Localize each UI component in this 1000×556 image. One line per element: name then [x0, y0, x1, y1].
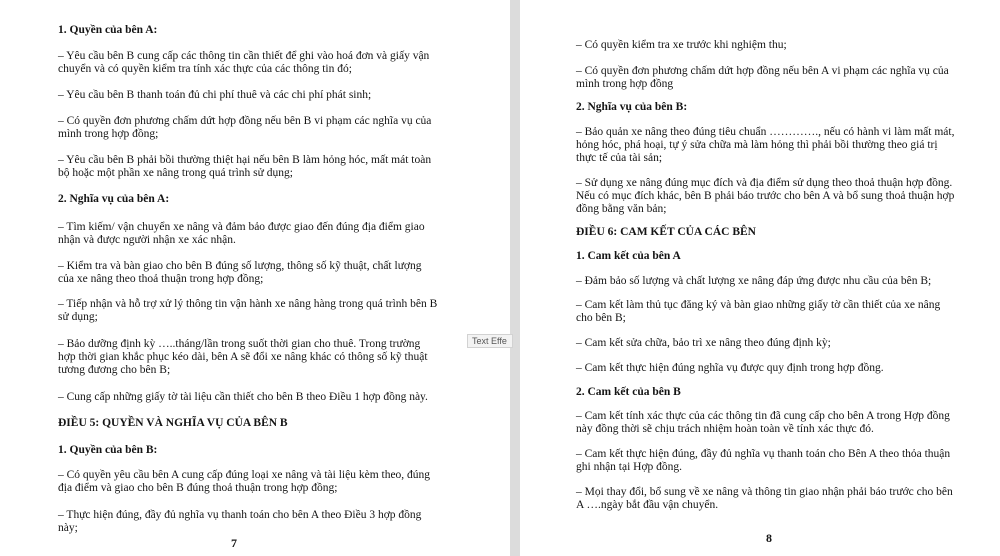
- paragraph: – Cam kết thực hiện đúng, đầy đủ nghĩa vụ thanh toán cho Bên A theo thỏa thuận ghi nhận tại Hợp đồng.: [576, 448, 951, 474]
- page-number: 7: [231, 536, 237, 550]
- paragraph: – Cam kết làm thủ tục đăng ký và bàn giao những giấy tờ cần thiết của xe nâng cho bên B;: [576, 299, 941, 325]
- paragraph: – Cung cấp những giấy tờ tài liệu cần thiết cho bên B theo Điều 1 hợp đồng này.: [58, 391, 428, 403]
- paragraph: – Đảm bảo số lượng và chất lượng xe nâng đáp ứng được nhu cầu của bên B;: [576, 275, 932, 287]
- paragraph: – Yêu cầu bên B thanh toán đủ chi phí thuê và các chi phí phát sinh;: [58, 89, 372, 101]
- article-6-heading: ĐIỀU 6: CAM KẾT CỦA CÁC BÊN: [576, 226, 756, 238]
- heading-commitments-party-a: 1. Cam kết của bên A: [576, 250, 681, 262]
- paragraph: – Cam kết thực hiện đúng nghĩa vụ được quy định trong hợp đồng.: [576, 362, 884, 374]
- paragraph: – Thực hiện đúng, đầy đủ nghĩa vụ thanh toán cho bên A theo Điều 3 hợp đồng này;: [58, 509, 422, 535]
- paragraph: – Tiếp nhận và hỗ trợ xử lý thông tin vận hành xe nâng hàng trong quá trình bên B sử dụng;: [58, 298, 438, 324]
- heading-rights-party-b: 1. Quyền của bên B:: [58, 444, 158, 456]
- paragraph: – Sử dụng xe nâng đúng mục đích và địa điểm sử dụng theo thoả thuận hợp đồng. Nếu có mục đích khác, bên B phải báo trước cho bên A và bổ sung thoả thuận hợp đồng bằng văn bản;: [576, 177, 955, 216]
- paragraph: – Kiểm tra và bàn giao cho bên B đúng số lượng, thông số kỹ thuật, chất lượng của xe nâng theo thoả thuận trong hợp đồng;: [58, 260, 422, 286]
- paragraph: – Cam kết sửa chữa, bảo trì xe nâng theo đúng định kỳ;: [576, 337, 831, 349]
- paragraph: – Có quyền yêu cầu bên A cung cấp đúng loại xe nâng và tài liệu kèm theo, đúng địa điểm và giao cho bên B đúng thoả thuận trong hợp đồng;: [58, 469, 431, 495]
- document-page-8: [520, 0, 1000, 556]
- article-5-heading: ĐIỀU 5: QUYỀN VÀ NGHĨA VỤ CỦA BÊN B: [58, 417, 288, 429]
- paragraph: – Mọi thay đổi, bổ sung về xe nâng và thông tin giao nhận phải báo trước cho bên A ….ngày bắt đầu vận chuyển.: [576, 486, 953, 512]
- heading-obligations-party-b: 2. Nghĩa vụ của bên B:: [576, 101, 688, 113]
- paragraph: – Bảo quản xe nâng theo đúng tiêu chuẩn …………., nếu có hành vi làm mất mát, hỏng hóc, phá hoại, tự ý sửa chữa mà làm hỏng thì phải bồi thường theo giá trị thực tế của tài sản;: [576, 126, 955, 165]
- page-number: 8: [766, 531, 772, 545]
- paragraph: – Yêu cầu bên B cung cấp các thông tin cần thiết để ghi vào hoá đơn và giấy vận chuyển và có quyền kiểm tra tính xác thực của các thông tin đó;: [58, 50, 430, 76]
- paragraph: – Có quyền đơn phương chấm dứt hợp đồng nếu bên A vi phạm các nghĩa vụ của mình trong hợp đồng: [576, 65, 949, 91]
- paragraph: – Có quyền đơn phương chấm dứt hợp đồng nếu bên B vi phạm các nghĩa vụ của mình trong hợp đồng;: [58, 115, 432, 141]
- paragraph: – Cam kết tính xác thực của các thông tin đã cung cấp cho bên A trong Hợp đồng này đồng thời sẽ chịu trách nhiệm hoàn toàn về tính xác thực đó.: [576, 410, 950, 436]
- paragraph: – Tìm kiếm/ vận chuyển xe nâng và đảm bảo được giao đến đúng địa điểm giao nhận và được người nhận xe xác nhận.: [58, 221, 425, 247]
- page-gutter: [510, 0, 520, 556]
- paragraph: – Yêu cầu bên B phải bồi thường thiệt hại nếu bên B làm hỏng hóc, mất mát toàn bộ hoặc một phần xe nâng trong quá trình sử dụng;: [58, 154, 432, 180]
- text-effects-tooltip: Text Effe: [467, 334, 513, 348]
- paragraph: – Có quyền kiểm tra xe trước khi nghiệm thu;: [576, 39, 787, 51]
- heading-obligations-party-a: 2. Nghĩa vụ của bên A:: [58, 193, 170, 205]
- paragraph: – Bảo dưỡng định kỳ …..tháng/lần trong suốt thời gian cho thuê. Trong trường hợp thời gian khắc phục kéo dài, bên A sẽ đổi xe nâng khác có thông số kỹ thuật tương đương cho bên B;: [58, 338, 428, 377]
- heading-rights-party-a: 1. Quyền của bên A:: [58, 24, 158, 36]
- heading-commitments-party-b: 2. Cam kết của bên B: [576, 386, 681, 398]
